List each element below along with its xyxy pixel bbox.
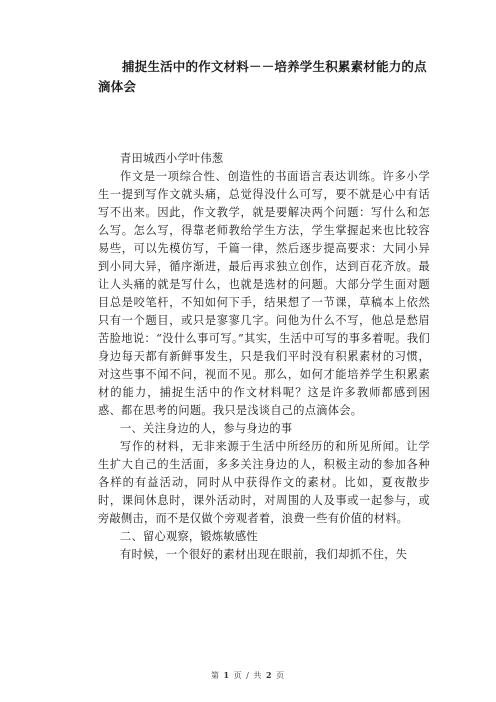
page-footer bbox=[0, 670, 496, 681]
footer-middle: 页 / 共 bbox=[233, 671, 263, 680]
author-line: 青田城西小学叶伟葱 bbox=[120, 152, 224, 165]
document-body bbox=[98, 150, 430, 564]
body-paragraph: 作文是一项综合性、创造性的书面语言表达训练。许多小学生一提到写作文就头痛，总觉得没什么可写，要不就是心中有话写不出来。因此，作文教学，就是要解决两个问题：写什么和怎么写。怎么写，得靠老师教给学生方法，学生掌握起来也比较容易些，可以先模仿写，千篇一律，然后逐步提高要求：大同小异到小同大异，循序渐进，最后再求独立创作，达到百花齐放。最让人头痛的就是写什么，也就是选材的问题。大部分学生面对题目总是咬笔杆，不知如何下手，结果想了一节课，草稿本上依然只有一个题目，或只是寥寥几字。问他为什么不写，他总是愁眉苦脸地说：“没什么事可写。”其实，生活中可写的事多着呢。我们身边每天都有新鲜事发生，只是我们平时没有积累素材的习惯，对这些事不闻不问，视而不见。那么，如何才能培养学生积累素材的能力，捕捉生活中的作文材料呢？这是许多教师都感到困惑、都在思考的问题。我只是浅谈自己的点滴体会。 bbox=[98, 170, 430, 417]
section-heading: 一、关注身边的人，参与身边的事 bbox=[120, 422, 293, 435]
body-paragraph: 有时候，一个很好的素材出现在眼前，我们却抓不住，失 bbox=[120, 548, 408, 561]
current-page-number: 1 bbox=[223, 670, 231, 680]
section-heading: 二、留心观察，锻炼敏感性 bbox=[120, 530, 258, 543]
footer-prefix: 第 bbox=[210, 671, 220, 680]
footer-suffix: 页 bbox=[276, 671, 286, 680]
body-paragraph: 写作的材料，无非来源于生活中所经历的和所见所闻。让学生扩大自己的生活面，多多关注身边的人，积极主动的参加各种各样的有益活动，同时从中获得作文的素材。比如，夏夜散步时，课间休息时，课外活动时，对周围的人及事或一起参与，或旁敲侧击，而不是仅做个旁观者着，浪费一些有价值的材料。 bbox=[98, 440, 430, 525]
document-title: 捕捉生活中的作文材料－－培养学生积累素材能力的点滴体会 bbox=[98, 59, 427, 94]
total-page-number: 2 bbox=[265, 670, 273, 680]
